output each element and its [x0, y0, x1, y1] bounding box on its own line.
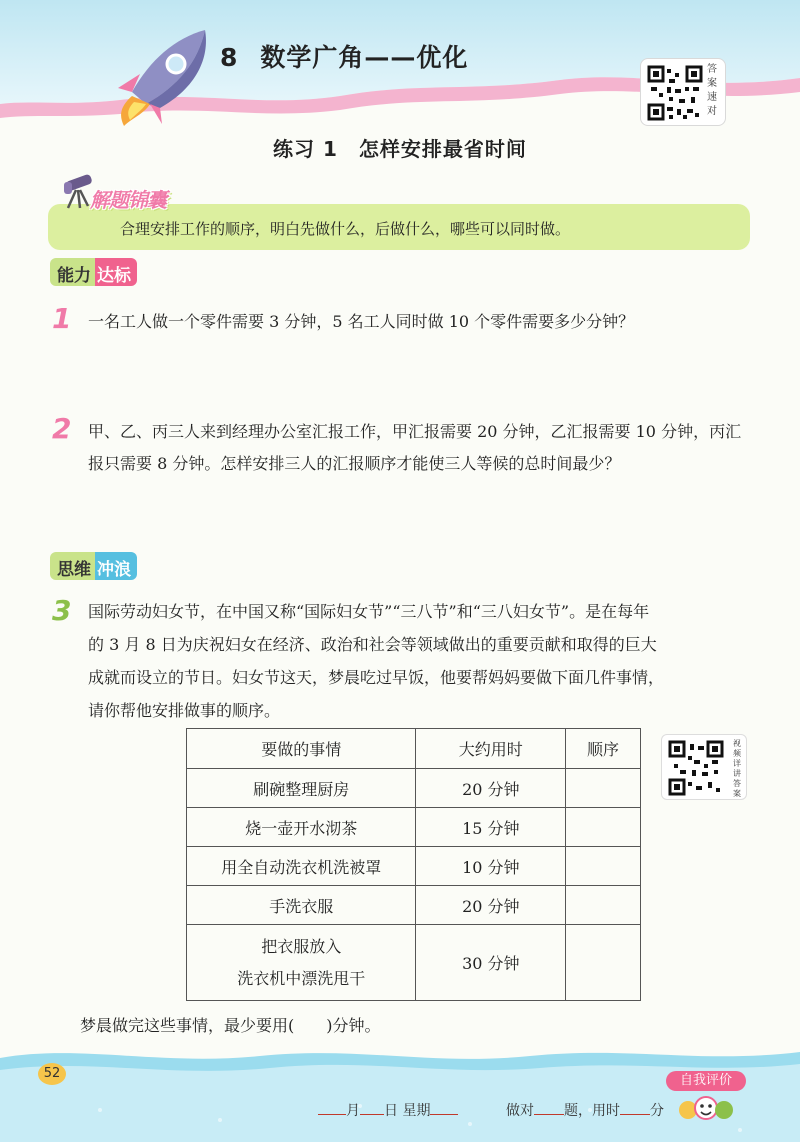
task-cell: 手洗衣服	[187, 886, 416, 925]
section-tag-ability-a: 能力	[50, 258, 95, 286]
task-cell: 刷碗整理厨房	[187, 769, 416, 808]
chapter-name: 数学广角——优化	[260, 43, 469, 72]
blank[interactable]	[534, 1101, 564, 1115]
question-3-line-1: 国际劳动妇女节，在中国又称“国际妇女节”“三八节”和“三八妇女节”。是在每年	[88, 602, 650, 621]
section-tag-ability	[50, 258, 137, 286]
blank[interactable]	[620, 1101, 650, 1115]
blank[interactable]	[318, 1101, 346, 1115]
self-evaluation-badge: 自我评价	[666, 1071, 746, 1091]
task-table	[186, 728, 641, 1001]
question-2-number: 2	[52, 412, 72, 445]
blank[interactable]	[360, 1101, 384, 1115]
table-header-task: 要做的事情	[187, 729, 416, 769]
section-tag-thinking	[50, 552, 137, 580]
qr-top-label: 答案速对	[707, 64, 717, 117]
task-cell-line-2: 洗衣机中漂洗甩干	[237, 968, 366, 988]
chapter-number: 8	[220, 43, 239, 72]
order-cell[interactable]	[566, 808, 641, 847]
time-cell: 20 分钟	[416, 769, 566, 808]
table-row	[187, 847, 641, 886]
section-tag-thinking-a: 思维	[50, 552, 95, 580]
chapter-title	[220, 38, 468, 74]
footer-minutes: 分	[650, 1103, 664, 1119]
smiley-faces-icon	[676, 1092, 736, 1124]
qr-code-icon	[668, 740, 724, 796]
tip-text: 合理安排工作的顺序，明白先做什么，后做什么，哪些可以同时做。	[120, 220, 571, 238]
table-header-order: 顺序	[566, 729, 641, 769]
progress-fill	[506, 1100, 664, 1120]
task-cell-line-1: 把衣服放入	[261, 936, 342, 956]
section-tag-ability-b: 达标	[95, 258, 137, 286]
time-cell: 10 分钟	[416, 847, 566, 886]
task-cell: 烧一壶开水沏茶	[187, 808, 416, 847]
order-cell[interactable]	[566, 886, 641, 925]
question-1-text: 一名工人做一个零件需要 3 分钟，5 名工人同时做 10 个零件需要多少分钟？	[88, 312, 635, 331]
footer-weekday: 星期	[402, 1103, 431, 1119]
page-number: 52	[38, 1063, 66, 1085]
table-row	[187, 925, 641, 1001]
question-3-answer-line: 梦晨做完这些事情，最少要用( )分钟。	[80, 1016, 381, 1035]
time-cell: 30 分钟	[416, 925, 566, 1001]
question-3-number: 3	[52, 594, 72, 627]
table-row	[187, 808, 641, 847]
footer-wave	[0, 1040, 800, 1142]
table-header-row	[187, 729, 641, 769]
order-cell[interactable]	[566, 925, 641, 1001]
qr-mid-label: 视频详讲答案	[733, 739, 741, 798]
footer-correct: 做对	[506, 1103, 534, 1119]
qr-code-icon	[647, 65, 703, 121]
blank[interactable]	[430, 1101, 458, 1115]
video-qr-code[interactable]	[661, 734, 747, 800]
answer-qr-code[interactable]	[640, 58, 726, 126]
task-cell	[187, 925, 416, 1001]
tip-label: 解题锦囊	[90, 188, 166, 212]
question-3-line-3: 成就而设立的节日。妇女节这天，梦晨吃过早饭，他要帮妈妈要做下面几件事情，	[88, 668, 665, 687]
lesson-title: 练习 1 怎样安排最省时间	[273, 137, 527, 161]
question-3-line-2: 的 3 月 8 日为庆祝妇女在经济、政治和社会等领域做出的重要贡献和取得的巨大	[88, 635, 657, 654]
time-cell: 20 分钟	[416, 886, 566, 925]
order-cell[interactable]	[566, 847, 641, 886]
order-cell[interactable]	[566, 769, 641, 808]
time-cell: 15 分钟	[416, 808, 566, 847]
table-row	[187, 769, 641, 808]
question-2-line-1: 甲、乙、丙三人来到经理办公室汇报工作，甲汇报需要 20 分钟，乙汇报需要 10 分钟，丙汇	[88, 422, 742, 441]
footer-questions: 题，用时	[564, 1103, 620, 1119]
footer-day: 日	[384, 1103, 398, 1119]
task-cell: 用全自动洗衣机洗被罩	[187, 847, 416, 886]
section-tag-thinking-b: 冲浪	[95, 552, 137, 580]
date-fill	[318, 1100, 458, 1120]
question-2-line-2: 报只需要 8 分钟。怎样安排三人的汇报顺序才能使三人等候的总时间最少？	[88, 454, 621, 473]
table-header-time: 大约用时	[416, 729, 566, 769]
footer-month: 月	[346, 1103, 360, 1119]
table-row	[187, 886, 641, 925]
question-1-number: 1	[52, 302, 72, 335]
question-3-line-4: 请你帮他安排做事的顺序。	[88, 701, 281, 720]
